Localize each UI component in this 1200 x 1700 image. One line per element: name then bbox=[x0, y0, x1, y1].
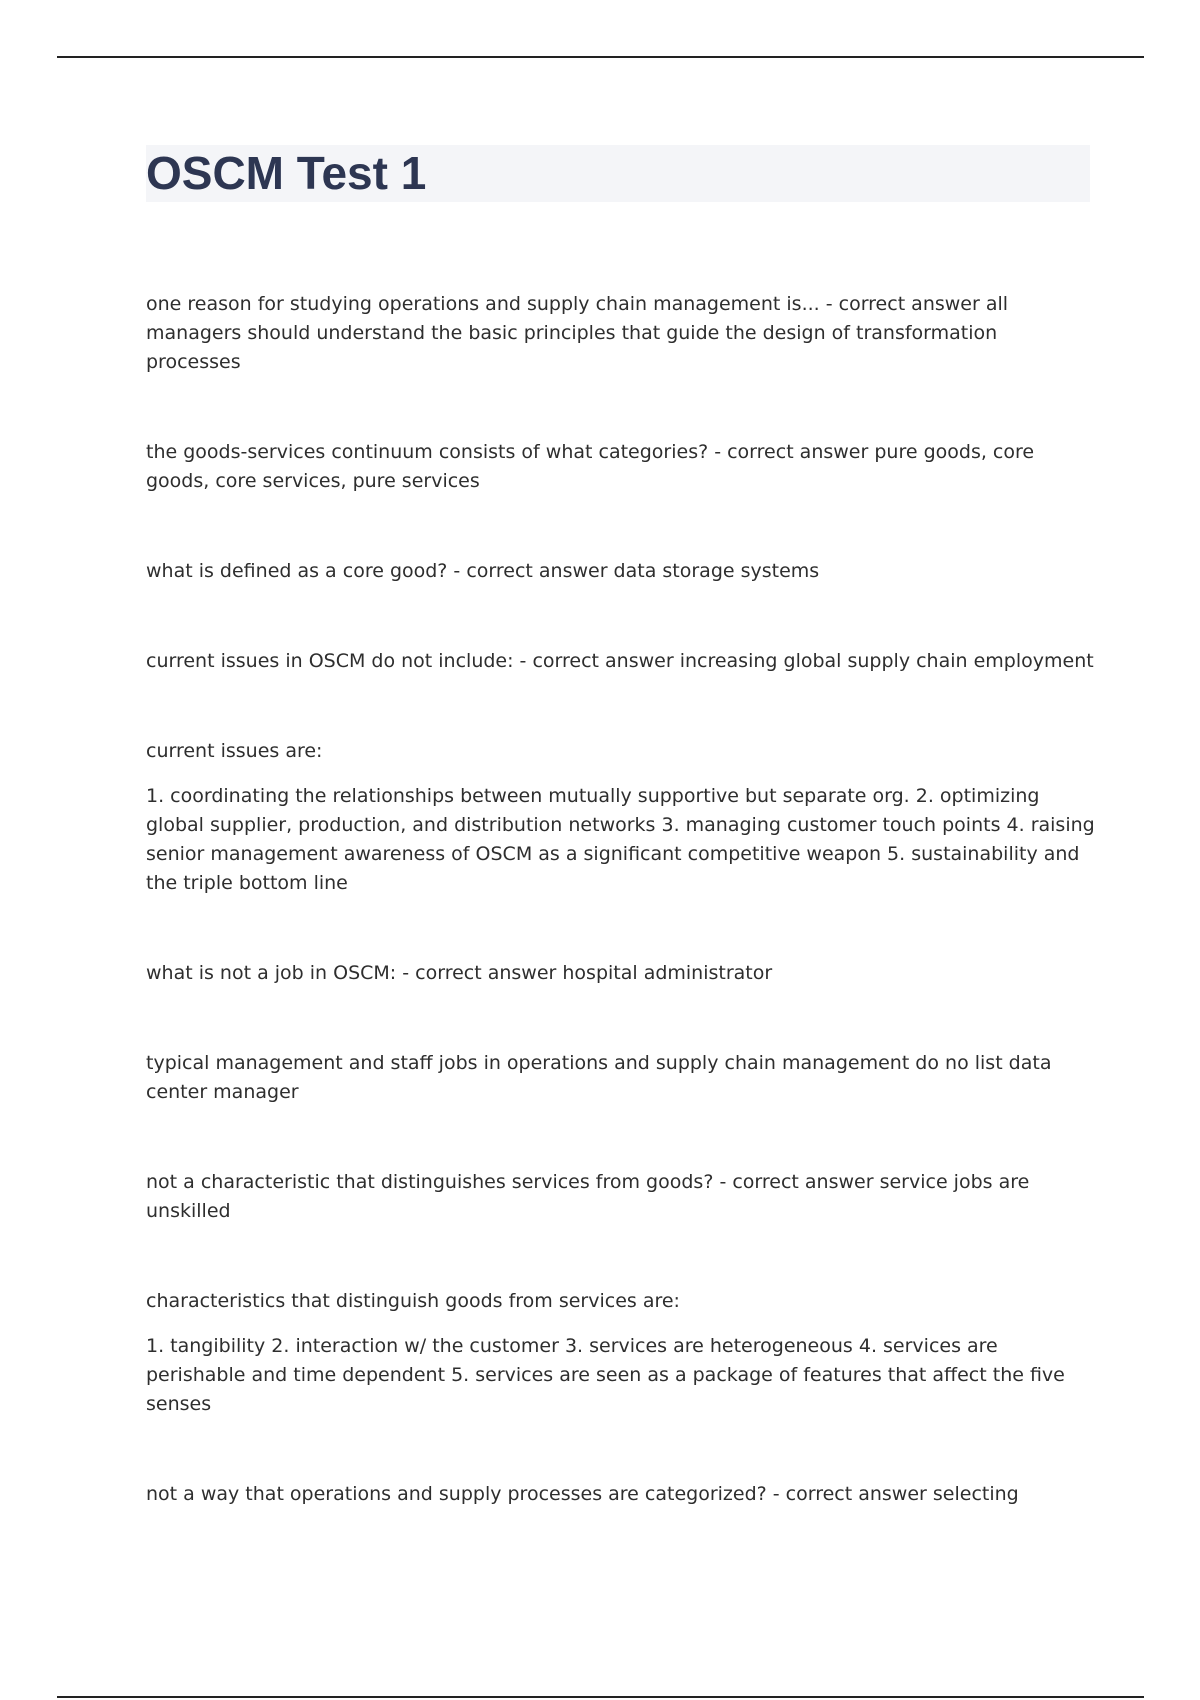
paragraph-study-reason: one reason for studying operations and supply chain management is... - correct answer all managers should understand the basic principles that guide the design of transformation processes bbox=[146, 293, 1009, 373]
paragraph-issues-list: 1. coordinating the relationships between mutually supportive but separate org. 2. optimizing global supplier, production, and distribution networks 3. managing customer touch points 4. raising senior management awareness of OSCM as a significant competitive weapon 5. sustainability and the triple bottom line bbox=[146, 785, 1095, 894]
paragraph-categorized: not a way that operations and supply processes are categorized? - correct answer selecting bbox=[146, 1483, 1019, 1505]
paragraph-not-a-job: what is not a job in OSCM: - correct answer hospital administrator bbox=[146, 962, 773, 984]
paragraph-typical-jobs: typical management and staff jobs in operations and supply chain management do no list data center manager bbox=[146, 1052, 1052, 1103]
paragraph-issues-exclude: current issues in OSCM do not include: - correct answer increasing global supply chain employment bbox=[146, 650, 1094, 672]
page-title: OSCM Test 1 bbox=[146, 147, 427, 199]
bottom-divider bbox=[57, 1696, 1144, 1698]
paragraph-core-good: what is defined as a core good? - correct answer data storage systems bbox=[146, 560, 820, 582]
paragraph-characteristics-heading: characteristics that distinguish goods from services are: bbox=[146, 1290, 680, 1312]
paragraph-not-characteristic: not a characteristic that distinguishes services from goods? - correct answer service jobs are unskilled bbox=[146, 1171, 1030, 1222]
top-divider bbox=[57, 56, 1144, 58]
paragraph-continuum: the goods-services continuum consists of what categories? - correct answer pure goods, core goods, core services, pure services bbox=[146, 441, 1035, 492]
document-body bbox=[146, 290, 1096, 1509]
paragraph-characteristics-list: 1. tangibility 2. interaction w/ the customer 3. services are heterogeneous 4. services are perishable and time dependent 5. services are seen as a package of features that affect the five senses bbox=[146, 1335, 1065, 1415]
paragraph-issues-heading: current issues are: bbox=[146, 740, 323, 762]
